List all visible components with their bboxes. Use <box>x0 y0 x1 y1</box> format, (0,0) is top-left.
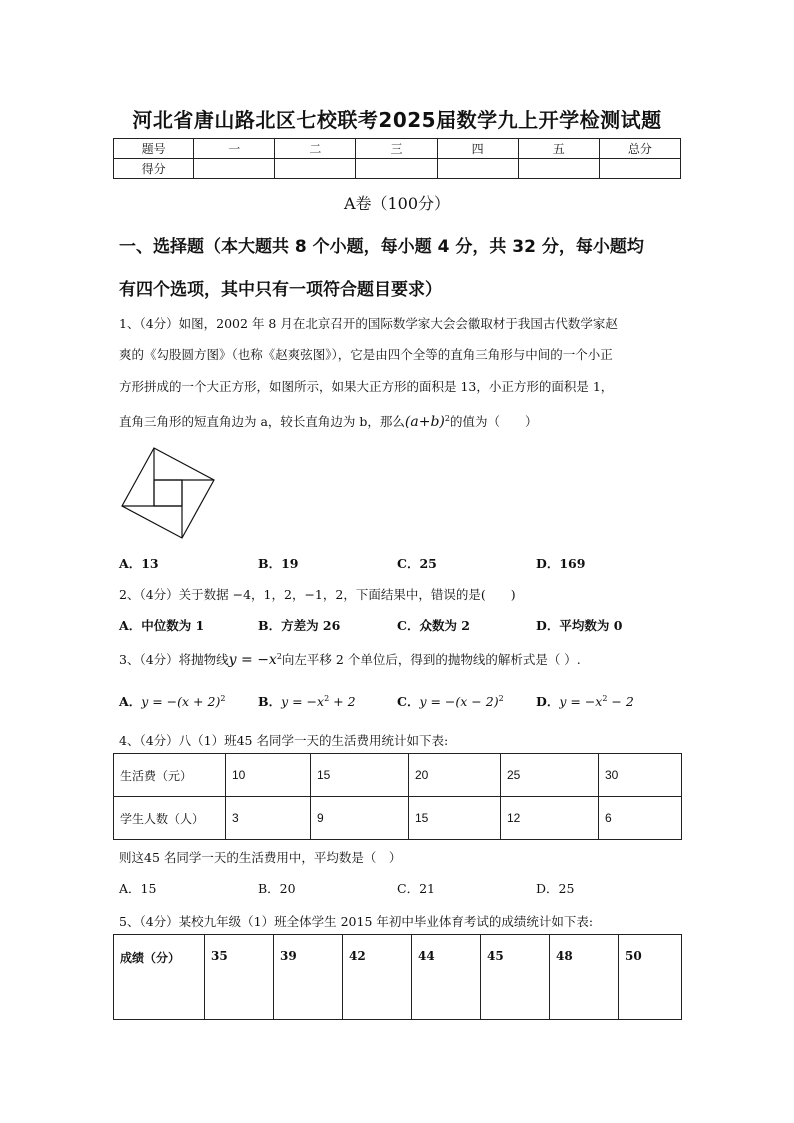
score-input-cell[interactable] <box>194 159 275 179</box>
q1-option-a[interactable]: A．13 <box>119 556 159 571</box>
q3-option-a-expr: y = −(x + 2) <box>141 694 221 709</box>
q3-option-d-exp: 2 <box>602 693 608 703</box>
score-table-header-row <box>114 139 681 159</box>
q3-option-c-expr: y = −(x − 2) <box>419 694 499 709</box>
paper-a-heading: A卷（100分） <box>343 194 451 213</box>
q3-option-d-label: D． <box>536 694 560 709</box>
q4-cell: 9 <box>311 797 409 840</box>
q5-table-row <box>114 935 682 1020</box>
q2-option-a[interactable]: A．中位数为 1 <box>119 618 205 633</box>
q4-option-d[interactable]: D．25 <box>536 881 575 896</box>
q3-option-b-expr: y = −x <box>281 694 325 709</box>
q4-cell: 15 <box>409 797 501 840</box>
q5-cell: 48 <box>550 935 619 1020</box>
q1-text-line3: 方形拼成的一个大正方形，如图所示，如果大正方形的面积是 13，小正方形的面积是 1， <box>119 379 614 394</box>
q4-cell: 15 <box>311 754 409 797</box>
q3-text <box>119 650 581 668</box>
q3-option-b-label: B． <box>258 694 282 709</box>
q2-text: 2、（4分）关于数据 −4，1，2，−1，2，下面结果中，错误的是( ) <box>119 587 516 602</box>
q2-option-d[interactable]: D．平均数为 0 <box>536 618 623 633</box>
q4-cell: 25 <box>501 754 599 797</box>
q4-cell: 12 <box>501 797 599 840</box>
score-row-label: 得分 <box>114 159 194 179</box>
outer-square <box>122 448 214 538</box>
score-header-cell: 五 <box>518 139 599 159</box>
q3-option-d[interactable] <box>536 692 634 710</box>
q4-cell: 30 <box>599 754 682 797</box>
q4-option-a[interactable]: A．15 <box>119 881 157 896</box>
q1-text-line1: 1、（4分）如图，2002 年 8 月在北京召开的国际数学家大会会徽取材于我国古代数学家赵 <box>119 316 618 331</box>
q3-option-c-exp: 2 <box>498 693 504 703</box>
q5-cell: 42 <box>343 935 412 1020</box>
q3-pre: 3、（4分）将抛物线 <box>119 652 229 667</box>
section-heading-line2: 有四个选项，其中只有一项符合题目要求） <box>119 280 442 300</box>
q1-option-d[interactable]: D．169 <box>536 556 586 571</box>
q3-option-b-exp: 2 <box>324 693 330 703</box>
zhao-shuang-figure <box>118 444 218 542</box>
q3-option-c[interactable] <box>397 692 504 710</box>
q3-option-a-label: A． <box>119 694 142 709</box>
q1-option-c[interactable]: C．25 <box>397 556 437 571</box>
q1-text-line4 <box>119 412 537 430</box>
q3-option-b[interactable] <box>258 692 356 710</box>
q1-line4-pre: 直角三角形的短直角边为 a，较长直角边为 b，那么 <box>119 414 405 429</box>
q4-table <box>113 753 682 840</box>
q3-post: 向左平移 2 个单位后，得到的抛物线的解析式是（ ）. <box>281 652 581 667</box>
score-header-cell: 四 <box>437 139 518 159</box>
q4-option-c[interactable]: C．21 <box>397 881 435 896</box>
score-header-cell: 总分 <box>599 139 680 159</box>
score-input-cell[interactable] <box>356 159 437 179</box>
q4-cell: 20 <box>409 754 501 797</box>
q5-cell: 45 <box>481 935 550 1020</box>
q4-option-b[interactable]: B．20 <box>258 881 296 896</box>
score-header-cell: 二 <box>275 139 356 159</box>
q1-option-b[interactable]: B．19 <box>258 556 299 571</box>
q4-cell: 学生人数（人） <box>114 797 226 840</box>
page-title: 河北省唐山路北区七校联考2025届数学九上开学检测试题 <box>132 108 662 132</box>
score-header-cell: 题号 <box>114 139 194 159</box>
q5-cell: 50 <box>619 935 682 1020</box>
section-heading-line1: 一、选择题（本大题共 8 个小题，每小题 4 分，共 32 分，每小题均 <box>119 237 644 257</box>
score-input-cell[interactable] <box>275 159 356 179</box>
q3-option-a[interactable] <box>119 692 225 710</box>
q1-exponent: 2 <box>444 413 450 423</box>
q5-table <box>113 934 682 1020</box>
q4-text: 4、（4分）八（1）班45 名同学一天的生活费用统计如下表: <box>119 733 449 748</box>
q4-cell: 生活费（元） <box>114 754 226 797</box>
q4-table-row <box>114 797 682 840</box>
figure-lines <box>122 448 214 538</box>
q1-text-line2: 爽的《勾股圆方图》（也称《赵爽弦图》），它是由四个全等的直角三角形与中间的一个小正 <box>119 347 613 362</box>
q5-text: 5、（4分）某校九年级（1）班全体学生 2015 年初中毕业体育考试的成绩统计如下表: <box>119 914 594 929</box>
q4-cell: 6 <box>599 797 682 840</box>
q2-option-b[interactable]: B．方差为 26 <box>258 618 341 633</box>
q1-line4-post: 的值为（ ） <box>449 414 538 429</box>
q5-cell: 44 <box>412 935 481 1020</box>
q3-option-c-label: C． <box>397 694 420 709</box>
score-header-cell: 三 <box>356 139 437 159</box>
q1-expression: (a+b) <box>404 414 445 430</box>
q3-option-d-tail: − 2 <box>607 694 634 709</box>
score-table <box>113 138 681 179</box>
q3-option-d-expr: y = −x <box>559 694 603 709</box>
score-table-score-row <box>114 159 681 179</box>
q4-table-row <box>114 754 682 797</box>
q3-exponent: 2 <box>276 651 282 661</box>
q4-cell: 3 <box>226 797 311 840</box>
score-input-cell[interactable] <box>437 159 518 179</box>
q5-cell: 35 <box>205 935 274 1020</box>
q3-option-b-tail: + 2 <box>329 694 356 709</box>
q3-option-a-exp: 2 <box>220 693 226 703</box>
inner-square <box>154 480 182 506</box>
score-input-cell[interactable] <box>599 159 680 179</box>
q5-cell: 39 <box>274 935 343 1020</box>
score-header-cell: 一 <box>194 139 275 159</box>
q2-option-c[interactable]: C．众数为 2 <box>397 618 470 633</box>
q3-expression: y = −x <box>228 652 277 668</box>
q4-cell: 10 <box>226 754 311 797</box>
q4-question: 则这45 名同学一天的生活费用中，平均数是（ ） <box>119 850 402 865</box>
q5-cell: 成绩（分） <box>114 935 205 1020</box>
score-input-cell[interactable] <box>518 159 599 179</box>
